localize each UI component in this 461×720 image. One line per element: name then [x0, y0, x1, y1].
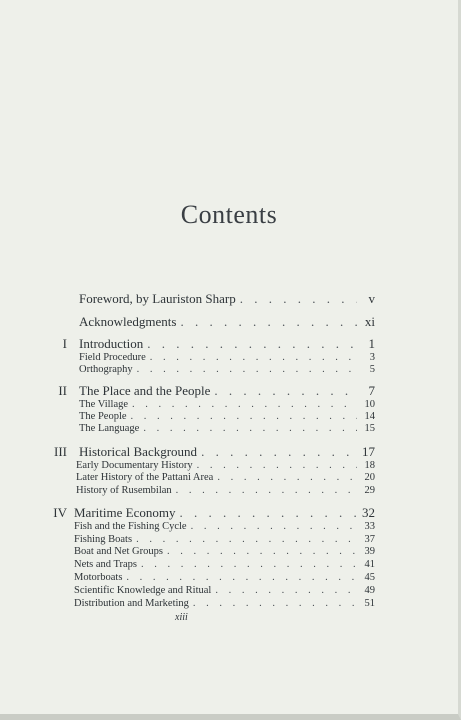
toc-page-number: xi [364, 314, 375, 329]
page-folio: xiii [175, 612, 188, 623]
dot-leader [215, 585, 357, 596]
toc-page-number: 51 [364, 598, 375, 609]
toc-page-number: 17 [362, 444, 375, 459]
toc-entry-section[interactable] [74, 572, 375, 583]
toc-page-number: 5 [369, 364, 375, 375]
chapter-numeral: II [58, 383, 67, 398]
toc-page-number: 18 [364, 460, 375, 471]
toc-entry-label: Fishing Boats [74, 534, 133, 545]
dot-leader [141, 559, 357, 570]
toc-entry-label: The People [79, 411, 127, 422]
dot-leader [240, 291, 357, 307]
toc-entry-label: Distribution and Marketing [74, 598, 189, 609]
toc-entry-chapter[interactable] [79, 444, 375, 460]
dot-leader [214, 383, 357, 399]
toc-entry-label: Maritime Economy [74, 505, 176, 520]
dot-leader [147, 336, 357, 352]
dot-leader [193, 598, 357, 609]
toc-entry-chapter[interactable] [79, 383, 375, 399]
toc-entry-label: The Language [79, 423, 140, 434]
toc-entry-chapter[interactable] [74, 505, 375, 521]
toc-entry-section[interactable] [74, 559, 375, 570]
dot-leader [197, 460, 357, 471]
dot-leader [150, 352, 357, 363]
toc-entry-section[interactable] [79, 399, 375, 410]
chapter-numeral: III [54, 444, 67, 459]
toc-entry-section[interactable] [74, 546, 375, 557]
chapter-numeral: IV [53, 505, 67, 520]
toc-entry-label: Later History of the Pattani Area [76, 472, 214, 483]
dot-leader [136, 534, 357, 545]
dot-leader [176, 485, 357, 496]
toc-entry-section[interactable] [76, 472, 375, 483]
dot-leader [126, 572, 357, 583]
toc-entry-label: Boat and Net Groups [74, 546, 163, 557]
toc-page-number: 45 [364, 572, 375, 583]
toc-page-number: 15 [364, 423, 375, 434]
toc-entry-label: Field Procedure [79, 352, 146, 363]
toc-page-number: 49 [364, 585, 375, 596]
toc-page-number: 20 [364, 472, 375, 483]
toc-page-number: 3 [369, 352, 375, 363]
toc-entry-section[interactable] [76, 485, 375, 496]
toc-entry-section[interactable] [79, 364, 375, 375]
toc-entry-section[interactable] [79, 352, 375, 363]
toc-entry-foreword[interactable] [79, 291, 375, 307]
dot-leader [217, 472, 357, 483]
toc-entry-section[interactable] [79, 423, 375, 434]
toc-entry-section[interactable] [76, 460, 375, 471]
toc-entry-chapter[interactable] [79, 336, 375, 352]
toc-entry-label: History of Rusembilan [76, 485, 172, 496]
toc-entry-label: Historical Background [79, 444, 198, 459]
dot-leader [143, 423, 357, 434]
toc-page-number: 39 [364, 546, 375, 557]
toc-entry-label: The Place and the People [79, 383, 211, 398]
toc-page-number: v [368, 291, 375, 306]
toc-entry-label: Scientific Knowledge and Ritual [74, 585, 212, 596]
toc-entry-acknowledgments[interactable] [79, 314, 375, 330]
toc-page-number: 37 [364, 534, 375, 545]
toc-page-number: 32 [362, 505, 375, 520]
dot-leader [167, 546, 357, 557]
dot-leader [132, 399, 357, 410]
toc-entry-section[interactable] [74, 521, 375, 532]
toc-entry-label: Nets and Traps [74, 559, 138, 570]
toc-entry-label: The Village [79, 399, 129, 410]
dot-leader [191, 521, 357, 532]
toc-entry-label: Early Documentary History [76, 460, 193, 471]
dot-leader [180, 314, 357, 330]
dot-leader [179, 505, 357, 521]
toc-page-number: 7 [368, 383, 375, 398]
toc-entry-label: Orthography [79, 364, 133, 375]
toc-entry-section[interactable] [79, 411, 375, 422]
toc-entry-section[interactable] [74, 534, 375, 545]
toc-entry-label: Foreword, by Lauriston Sharp [79, 291, 236, 306]
toc-entry-label: Acknowledgments [79, 314, 177, 329]
toc-entry-section[interactable] [74, 585, 375, 596]
toc-entry-section[interactable] [74, 598, 375, 609]
toc-page-number: 29 [364, 485, 375, 496]
dot-leader [137, 364, 357, 375]
toc-entry-label: Fish and the Fishing Cycle [74, 521, 187, 532]
toc-entry-label: Introduction [79, 336, 144, 351]
toc-page-number: 1 [368, 336, 375, 351]
toc-page-number: 33 [364, 521, 375, 532]
dot-leader [131, 411, 357, 422]
toc-page-number: 10 [364, 399, 375, 410]
toc-entry-label: Motorboats [74, 572, 123, 583]
toc-page-number: 14 [364, 411, 375, 422]
dot-leader [201, 444, 357, 460]
page-title: Contents [180, 200, 278, 229]
toc-page-number: 41 [364, 559, 375, 570]
chapter-numeral: I [62, 336, 67, 351]
